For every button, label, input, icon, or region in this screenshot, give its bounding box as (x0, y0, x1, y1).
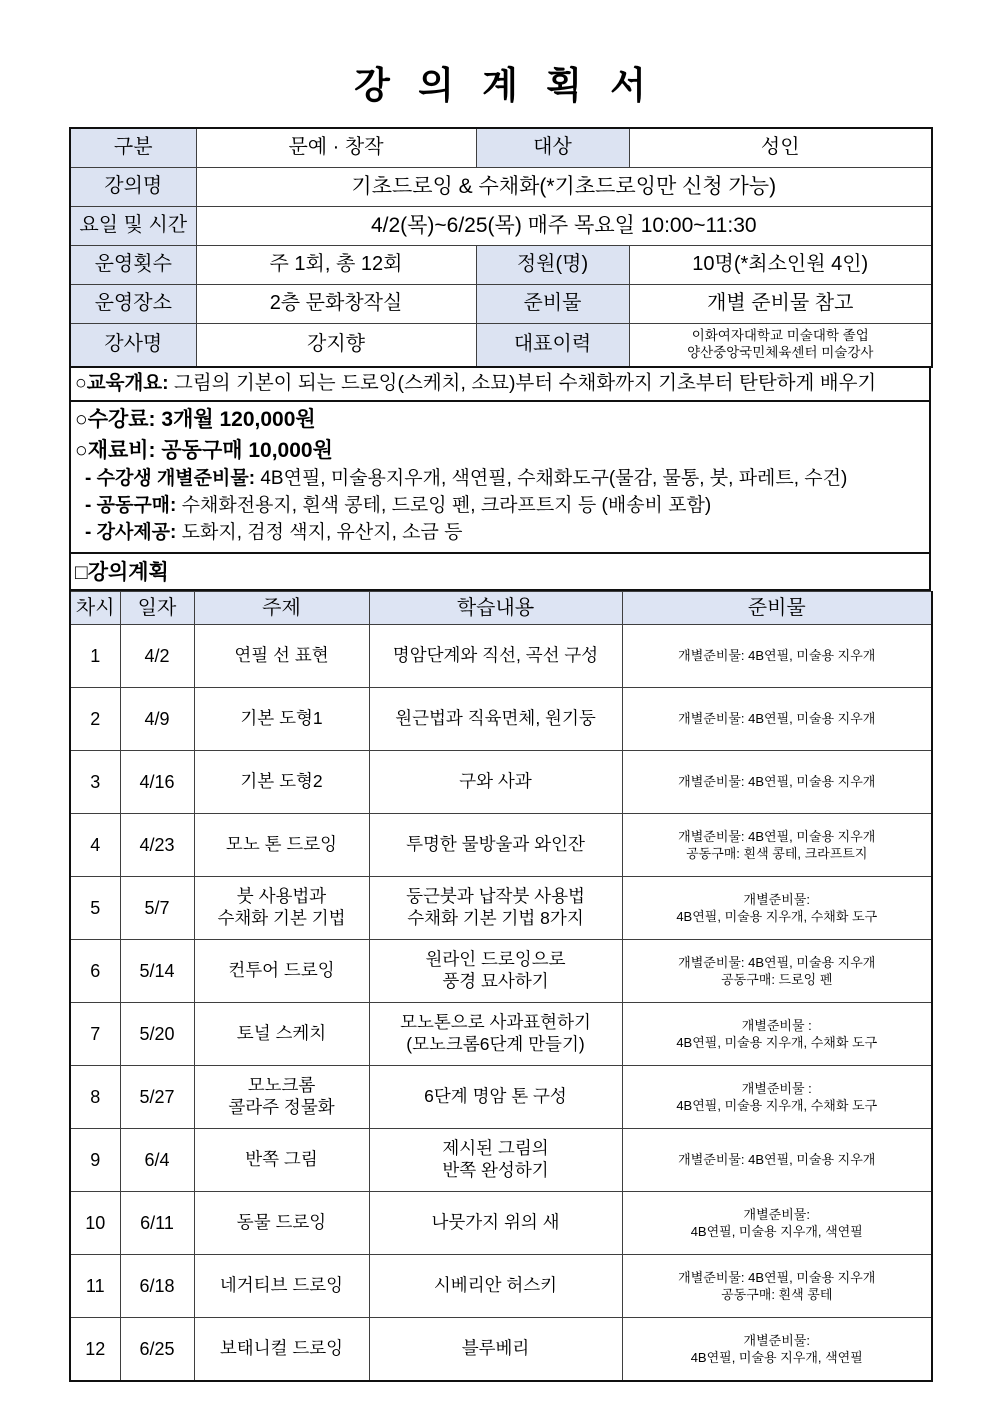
table-row (70, 1192, 932, 1255)
course-info-table (69, 127, 933, 368)
col-header-session: 차시 (70, 592, 120, 625)
materials (622, 1066, 932, 1129)
no: 3 (70, 751, 120, 814)
overview-block (71, 368, 929, 403)
fee-label: 수강료: (87, 408, 156, 432)
no: 11 (70, 1255, 120, 1318)
circle-bullet-icon: ○ (75, 371, 87, 394)
materials-line-1: 개별준비물: (743, 1332, 810, 1348)
content-line-1: 모노톤으로 사과표현하기 (400, 1012, 591, 1033)
info-label-schedule: 요일 및 시간 (70, 206, 196, 245)
content: 나뭇가지 위의 새 (369, 1192, 622, 1255)
materials-line-2: 4B연필, 미술용 지우개, 수채화 도구 (676, 1035, 878, 1051)
materials (622, 940, 932, 1003)
fees-block (71, 402, 929, 552)
table-row (70, 1255, 932, 1318)
materials (622, 877, 932, 940)
date: 4/9 (120, 688, 194, 751)
materials-line-2: 공동구매: 드로잉 펜 (721, 972, 833, 988)
material-fee-label: 재료비: (87, 438, 156, 462)
date: 4/2 (120, 625, 194, 688)
date: 6/18 (120, 1255, 194, 1318)
topic: 네거티브 드로잉 (194, 1255, 369, 1318)
overview-text: 그림의 기본이 되는 드로잉(스케치, 소묘)부터 수채화까지 기초부터 탄탄하게 배우기 (174, 371, 877, 394)
topic-line-2: 수채화 기본 기법 (217, 908, 346, 929)
content (369, 940, 622, 1003)
table-row (70, 940, 932, 1003)
supply-line-instructor (75, 520, 925, 547)
content: 구와 사과 (369, 751, 622, 814)
supply-line-group (75, 493, 925, 520)
content: 원근법과 직육면체, 원기둥 (369, 688, 622, 751)
materials-line-1: 개별준비물: 4B연필, 미술용 지우개 (678, 1152, 876, 1168)
table-row (70, 1003, 932, 1066)
info-value-target: 성인 (629, 128, 932, 168)
materials (622, 814, 932, 877)
content-line-1: 둥근붓과 납작붓 사용법 (406, 886, 585, 907)
supply-text-instructor: 도화지, 검정 색지, 유산지, 소금 등 (181, 522, 463, 544)
materials-line-1: 개별준비물 : (741, 1017, 812, 1033)
materials (622, 751, 932, 814)
square-bullet-icon: □ (75, 561, 88, 585)
schedule-header-row (70, 592, 932, 625)
content: 6단계 명암 톤 구성 (369, 1066, 622, 1129)
info-value-instructor: 강지향 (196, 323, 476, 367)
overview-line (75, 370, 925, 398)
no: 10 (70, 1192, 120, 1255)
date: 6/11 (120, 1192, 194, 1255)
table-row (70, 245, 932, 284)
materials-line-1: 개별준비물: 4B연필, 미술용 지우개 (678, 828, 876, 844)
table-row (70, 323, 932, 367)
notes-section (69, 368, 931, 554)
no: 4 (70, 814, 120, 877)
topic: 동물 드로잉 (194, 1192, 369, 1255)
table-row (70, 625, 932, 688)
content-line-2: 반쪽 완성하기 (442, 1160, 549, 1181)
no: 5 (70, 877, 120, 940)
schedule-table (69, 591, 933, 1382)
table-row (70, 877, 932, 940)
materials-line-1: 개별준비물: 4B연필, 미술용 지우개 (678, 774, 876, 790)
plan-heading-label: 강의계획 (87, 561, 169, 585)
materials (622, 1255, 932, 1318)
materials-line-1: 개별준비물: 4B연필, 미술용 지우개 (678, 1269, 876, 1285)
circle-bullet-icon: ○ (75, 438, 88, 462)
materials-line-1: 개별준비물: 4B연필, 미술용 지우개 (678, 954, 876, 970)
topic: 모노 톤 드로잉 (194, 814, 369, 877)
materials-line-2: 공동구매: 흰색 콩테, 크라프트지 (686, 846, 868, 862)
info-value-location: 2층 문화창작실 (196, 284, 476, 323)
materials-line-1: 개별준비물: (743, 891, 810, 907)
table-row (70, 128, 932, 168)
info-label-supplies: 준비물 (476, 284, 629, 323)
topic (194, 1066, 369, 1129)
topic-line-2: 콜라주 정물화 (228, 1097, 335, 1118)
page-title: 강 의 계 획 서 (354, 65, 655, 106)
no: 12 (70, 1318, 120, 1382)
overview-label: 교육개요: (86, 371, 169, 394)
content-line-1: 원라인 드로잉으로 (425, 949, 566, 970)
col-header-date: 일자 (120, 592, 194, 625)
info-label-career: 대표이력 (476, 323, 629, 367)
content (369, 1003, 622, 1066)
content-line-2: (모노크롬6단계 만들기) (406, 1034, 585, 1055)
table-row (70, 206, 932, 245)
plan-heading (69, 554, 931, 591)
no: 1 (70, 625, 120, 688)
content-line-2: 풍경 묘사하기 (442, 971, 549, 992)
topic-line-1: 모노크롬 (247, 1075, 316, 1096)
topic: 연필 선 표현 (194, 625, 369, 688)
info-value-career (629, 323, 932, 367)
col-header-content: 학습내용 (369, 592, 622, 625)
table-row (70, 751, 932, 814)
career-line-2: 양산중앙국민체육센터 미술강사 (687, 344, 874, 360)
dash-bullet-icon: - (85, 522, 92, 544)
material-fee-text: 공동구매 10,000원 (161, 438, 333, 462)
schedule-body (70, 625, 932, 1382)
date: 5/7 (120, 877, 194, 940)
topic: 토널 스케치 (194, 1003, 369, 1066)
topic: 반쪽 그림 (194, 1129, 369, 1192)
info-label-capacity: 정원(명) (476, 245, 629, 284)
materials-line-1: 개별준비물: (743, 1206, 810, 1222)
info-label-sessions: 운영횟수 (70, 245, 196, 284)
table-row (70, 814, 932, 877)
date: 6/25 (120, 1318, 194, 1382)
materials-line-2: 공동구매: 흰색 콩테 (721, 1287, 833, 1303)
materials (622, 1003, 932, 1066)
supply-label-student: 수강생 개별준비물: (96, 468, 256, 490)
info-value-course-name: 기초드로잉 & 수채화(*기초드로잉만 신청 가능) (196, 167, 932, 206)
info-label-target: 대상 (476, 128, 629, 168)
info-value-capacity: 10명(*최소인원 4인) (629, 245, 932, 284)
materials-line-2: 4B연필, 미술용 지우개, 색연필 (690, 1224, 863, 1240)
career-line-1: 이화여자대학교 미술대학 졸업 (691, 327, 869, 343)
materials (622, 1192, 932, 1255)
table-row (70, 688, 932, 751)
date: 5/14 (120, 940, 194, 1003)
content: 블루베리 (369, 1318, 622, 1382)
topic: 기본 도형1 (194, 688, 369, 751)
topic: 컨투어 드로잉 (194, 940, 369, 1003)
info-label-course-name: 강의명 (70, 167, 196, 206)
info-value-supplies: 개별 준비물 참고 (629, 284, 932, 323)
circle-bullet-icon: ○ (75, 408, 88, 432)
fee-line (75, 405, 925, 435)
content: 명암단계와 직선, 곡선 구성 (369, 625, 622, 688)
supply-label-group: 공동구매: (96, 495, 177, 517)
info-value-schedule: 4/2(목)~6/25(목) 매주 목요일 10:00~11:30 (196, 206, 932, 245)
no: 2 (70, 688, 120, 751)
supply-line-student (75, 466, 925, 493)
no: 7 (70, 1003, 120, 1066)
no: 9 (70, 1129, 120, 1192)
info-value-category: 문예 · 창작 (196, 128, 476, 168)
info-value-sessions: 주 1회, 총 12회 (196, 245, 476, 284)
table-row (70, 284, 932, 323)
content: 투명한 물방울과 와인잔 (369, 814, 622, 877)
info-label-location: 운영장소 (70, 284, 196, 323)
materials (622, 1318, 932, 1382)
materials-line-1: 개별준비물: 4B연필, 미술용 지우개 (678, 711, 876, 727)
info-label-instructor: 강사명 (70, 323, 196, 367)
date: 5/27 (120, 1066, 194, 1129)
content-line-1: 제시된 그림의 (442, 1138, 549, 1159)
no: 8 (70, 1066, 120, 1129)
materials-line-2: 4B연필, 미술용 지우개, 수채화 도구 (676, 909, 878, 925)
table-row (70, 1318, 932, 1382)
materials (622, 625, 932, 688)
date: 4/23 (120, 814, 194, 877)
content-line-2: 수채화 기본 기법 8가지 (407, 908, 584, 929)
no: 6 (70, 940, 120, 1003)
col-header-topic: 주제 (194, 592, 369, 625)
table-row (70, 1066, 932, 1129)
supply-text-student: 4B연필, 미술용지우개, 색연필, 수채화도구(물감, 물통, 붓, 파레트, 수건) (260, 468, 848, 490)
dash-bullet-icon: - (85, 495, 92, 517)
supply-text-group: 수채화전용지, 흰색 콩테, 드로잉 펜, 크라프트지 등 (배송비 포함) (181, 495, 712, 517)
material-fee-line (75, 436, 925, 466)
info-label-category: 구분 (70, 128, 196, 168)
topic: 기본 도형2 (194, 751, 369, 814)
topic (194, 877, 369, 940)
supply-label-instructor: 강사제공: (96, 522, 177, 544)
materials-line-2: 4B연필, 미술용 지우개, 색연필 (690, 1350, 863, 1366)
content: 시베리안 허스키 (369, 1255, 622, 1318)
table-row (70, 1129, 932, 1192)
materials-line-2: 4B연필, 미술용 지우개, 수채화 도구 (676, 1098, 878, 1114)
materials-line-1: 개별준비물 : (741, 1080, 812, 1096)
content (369, 1129, 622, 1192)
content (369, 877, 622, 940)
materials (622, 688, 932, 751)
date: 6/4 (120, 1129, 194, 1192)
materials-line-1: 개별준비물: 4B연필, 미술용 지우개 (678, 648, 876, 664)
table-row (70, 167, 932, 206)
fee-text: 3개월 120,000원 (161, 408, 316, 432)
materials (622, 1129, 932, 1192)
topic-line-1: 붓 사용법과 (236, 886, 327, 907)
date: 4/16 (120, 751, 194, 814)
col-header-materials: 준비물 (622, 592, 932, 625)
dash-bullet-icon: - (85, 468, 92, 490)
topic: 보태니컬 드로잉 (194, 1318, 369, 1382)
date: 5/20 (120, 1003, 194, 1066)
